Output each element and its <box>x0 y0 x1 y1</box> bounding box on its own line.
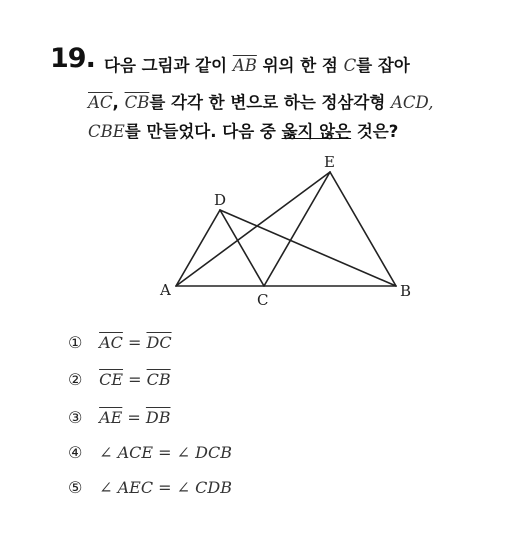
option-lhs: $\overline{CE}$ <box>99 370 124 389</box>
segment-ab: $\overline{AB}$ <box>232 56 257 75</box>
question-number: 19. <box>50 43 95 74</box>
option-number: ④ <box>68 443 83 462</box>
option-2[interactable] <box>68 370 171 389</box>
q2-text: 를 각각 한 변으로 하는 정삼각형 <box>149 93 386 112</box>
segment-ad <box>176 210 220 286</box>
option-op: = <box>128 370 142 389</box>
option-lhs: $\overline{AC}$ <box>99 333 123 352</box>
option-rhs: $\overline{DC}$ <box>146 333 172 352</box>
comma: , <box>112 93 119 112</box>
option-lhs: $\overline{AE}$ <box>99 408 123 427</box>
q3-text2: 것은? <box>356 122 399 141</box>
triangle-cbe: CBE <box>88 122 125 141</box>
option-1[interactable] <box>68 333 172 352</box>
option-number: ② <box>68 370 83 389</box>
question-line-1 <box>104 52 410 76</box>
segment-db <box>220 210 396 286</box>
triangle-acd: ACD, <box>391 93 434 112</box>
label-e: E <box>324 153 335 171</box>
segment-cb: $\overline{CB}$ <box>124 93 150 112</box>
q1-post: 를 잡아 <box>356 56 410 75</box>
option-number: ① <box>68 333 83 352</box>
label-c: C <box>257 291 269 309</box>
q1-mid: 위의 한 점 <box>262 56 338 75</box>
segment-ae <box>176 172 330 286</box>
option-lhs: ∠ ACE <box>99 443 154 462</box>
option-rhs: ∠ DCB <box>176 443 232 462</box>
option-5[interactable] <box>68 478 232 497</box>
option-3[interactable] <box>68 408 171 427</box>
option-op: = <box>127 333 142 352</box>
option-op: = <box>158 443 172 462</box>
point-c: C <box>343 56 357 75</box>
label-a: A <box>160 281 171 299</box>
option-4[interactable] <box>68 443 232 462</box>
question-line-2 <box>88 89 433 113</box>
option-lhs: ∠ AEC <box>99 478 154 497</box>
geometry-figure <box>150 148 420 313</box>
q1-pre: 다음 그림과 같이 <box>104 56 228 75</box>
underlined-phrase: 옳지 않은 <box>281 122 352 141</box>
option-op: = <box>127 408 141 427</box>
segment-ac: $\overline{AC}$ <box>88 93 113 112</box>
segment-eb <box>330 172 396 286</box>
option-rhs: $\overline{CB}$ <box>146 370 171 389</box>
segment-ce <box>264 172 330 286</box>
option-op: = <box>158 478 172 497</box>
question-line-3 <box>88 118 398 142</box>
label-b: B <box>400 282 412 300</box>
label-d: D <box>214 191 227 209</box>
option-number: ⑤ <box>68 478 83 497</box>
option-number: ③ <box>68 408 83 427</box>
option-rhs: ∠ CDB <box>176 478 232 497</box>
option-rhs: $\overline{DB}$ <box>145 408 171 427</box>
q3-text1: 를 만들었다. 다음 중 <box>124 122 276 141</box>
